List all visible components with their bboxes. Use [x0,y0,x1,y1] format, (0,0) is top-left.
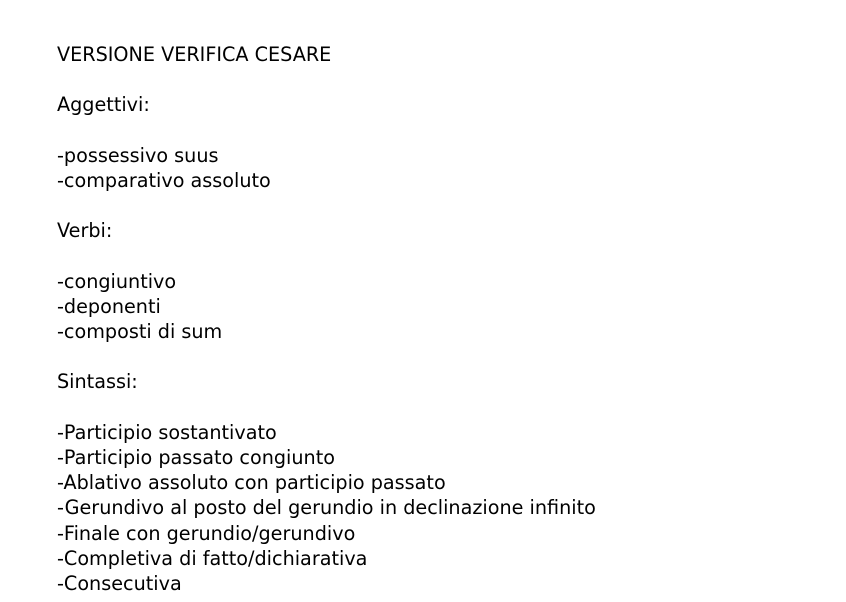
document-body [57,42,837,596]
list-item: -Participio passato congiunto [57,446,335,469]
list-item: -Ablativo assoluto con participio passato [57,471,446,495]
blank-line [57,118,837,143]
list-item: -possessivo suus [57,143,219,167]
list-item: -congiuntivo [57,269,177,293]
blank-line [57,67,837,92]
list-item: -comparativo assoluto [57,168,271,192]
blank-line [57,344,837,369]
list-item: -Gerundivo al posto del gerundio in declinazione infinito [57,496,596,520]
blank-line [57,395,837,420]
list-item: -Completiva di fatto/dichiarativa [57,546,368,570]
document-title: VERSIONE VERIFICA CESARE [57,43,332,66]
list-item: -Finale con gerundio/gerundivo [57,521,356,545]
list-item: -Consecutiva [57,571,182,595]
section-heading-aggettivi: Aggettivi: [57,93,150,117]
list-item: -Participio sostantivato [57,420,277,444]
section-heading-verbi: Verbi: [57,219,113,243]
list-item: -deponenti [57,294,161,318]
blank-line [57,193,837,218]
blank-line [57,244,837,269]
section-heading-sintassi: Sintassi: [57,370,138,394]
list-item: -composti di sum [57,320,223,344]
